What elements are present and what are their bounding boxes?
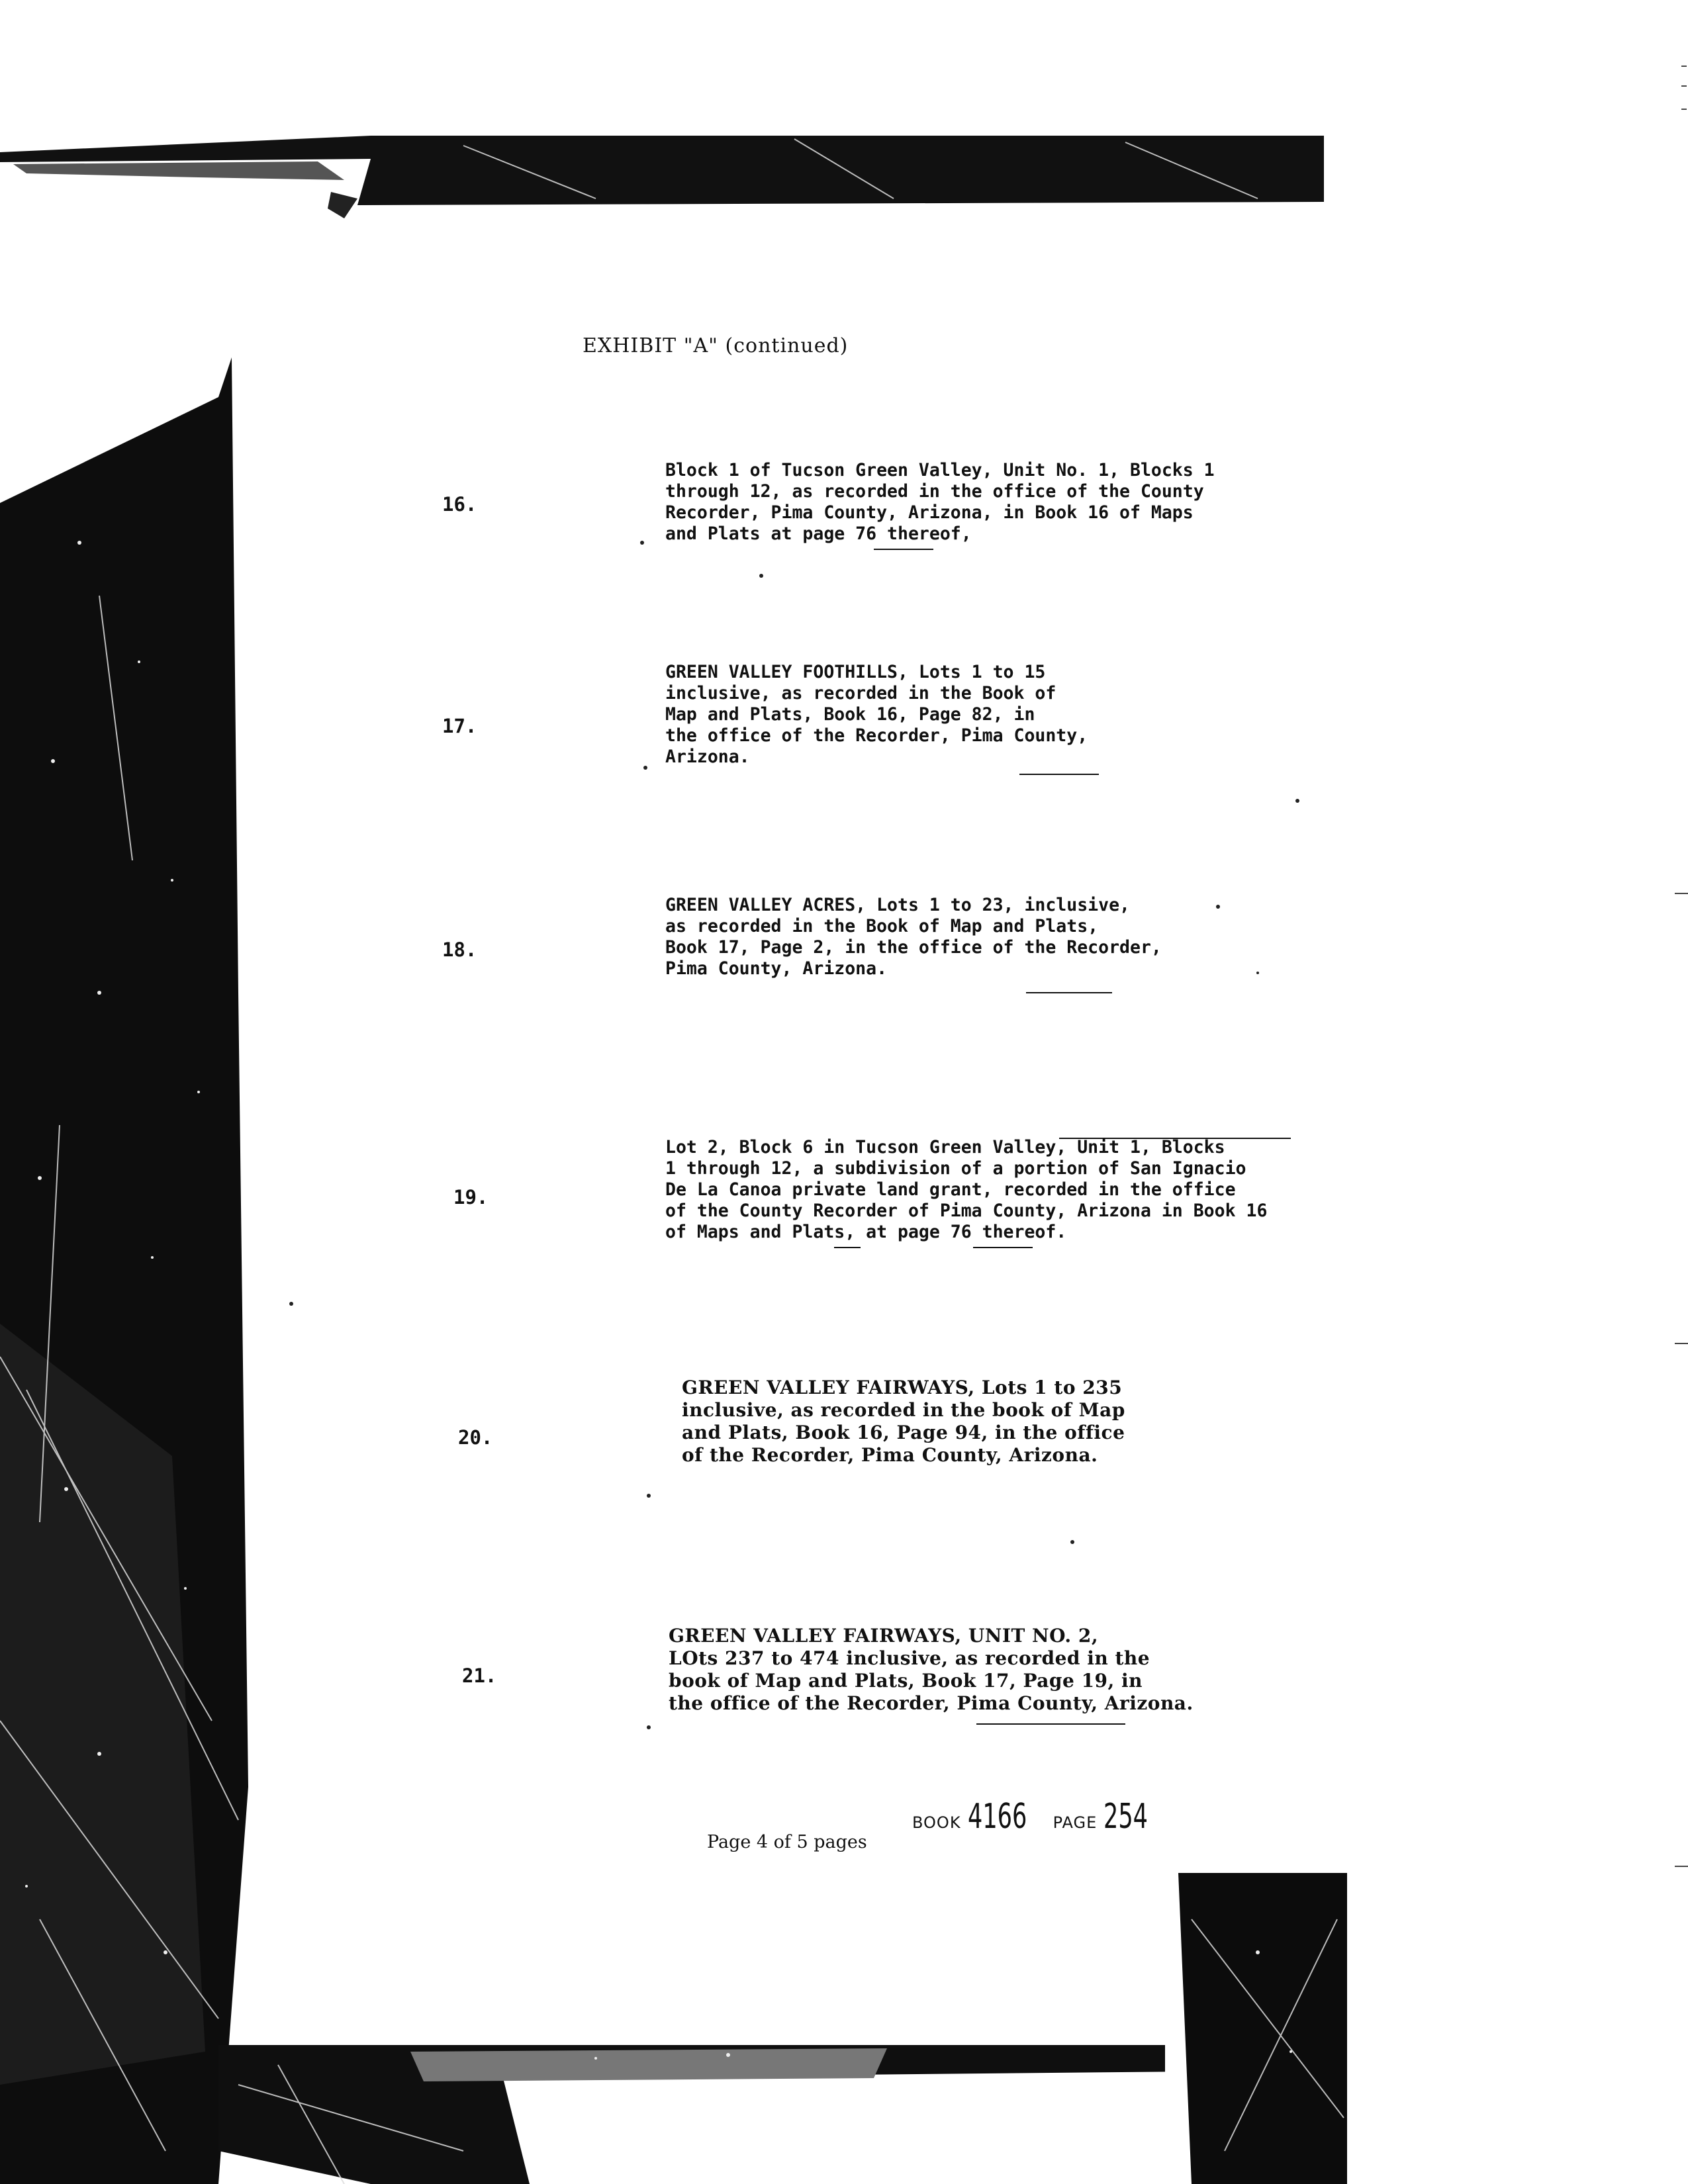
description-line: De La Canoa private land grant, recorded in the office xyxy=(665,1179,1236,1200)
description-line: the office of the Recorder, Pima County, Arizona. xyxy=(669,1692,1194,1714)
entry-number: 18. xyxy=(442,938,477,961)
description-line: of the Recorder, Pima County, Arizona. xyxy=(682,1444,1098,1466)
description-line: Pima County, Arizona. xyxy=(665,958,888,979)
description-line: and Plats, Book 16, Page 94, in the office xyxy=(682,1422,1125,1443)
entry-number: 16. xyxy=(442,493,477,516)
description-line: inclusive, as recorded in the Book of xyxy=(665,683,1056,704)
description-line: 1 through 12, a subdivision of a portion of San Ignacio xyxy=(665,1158,1246,1179)
legal-description xyxy=(665,460,1215,545)
page-number: 254 xyxy=(1103,1797,1149,1837)
entry-number: 20. xyxy=(458,1426,493,1449)
entry-number: 21. xyxy=(462,1664,497,1687)
entry-number: 17. xyxy=(442,715,477,737)
legal-description xyxy=(669,1625,1194,1715)
description-line: Lot 2, Block 6 in Tucson Green Valley, Unit 1, Blocks xyxy=(665,1137,1225,1158)
description-line: through 12, as recorded in the office of the County xyxy=(665,481,1204,502)
description-line: of the County Recorder of Pima County, Arizona in Book 16 xyxy=(665,1201,1268,1221)
legal-description xyxy=(665,662,1088,768)
page-count: Page 4 of 5 pages xyxy=(707,1832,867,1852)
exhibit-title: EXHIBIT "A" (continued) xyxy=(583,334,849,357)
legal-description xyxy=(682,1377,1125,1467)
description-line: GREEN VALLEY ACRES, Lots 1 to 23, inclusive, xyxy=(665,895,1130,915)
legal-description xyxy=(665,895,1162,979)
description-line: of Maps and Plats, at page 76 thereof. xyxy=(665,1222,1067,1242)
description-line: GREEN VALLEY FAIRWAYS, Lots 1 to 235 xyxy=(682,1377,1123,1398)
description-line: inclusive, as recorded in the book of Map xyxy=(682,1399,1125,1421)
legal-description xyxy=(665,1137,1267,1243)
description-line: GREEN VALLEY FOOTHILLS, Lots 1 to 15 xyxy=(665,662,1046,682)
description-line: Map and Plats, Book 16, Page 82, in xyxy=(665,704,1035,725)
description-line: Recorder, Pima County, Arizona, in Book 16 of Maps xyxy=(665,502,1194,523)
description-line: as recorded in the Book of Map and Plats, xyxy=(665,916,1099,936)
description-line: LOts 237 to 474 inclusive, as recorded in the xyxy=(669,1647,1150,1669)
description-line: GREEN VALLEY FAIRWAYS, UNIT NO. 2, xyxy=(669,1625,1099,1647)
description-line: Block 1 of Tucson Green Valley, Unit No. 1, Blocks 1 xyxy=(665,460,1215,480)
description-line: Book 17, Page 2, in the office of the Recorder, xyxy=(665,937,1162,958)
recorder-stamp xyxy=(912,1797,1163,1837)
description-line: and Plats at page 76 thereof, xyxy=(665,523,972,544)
description-line: the office of the Recorder, Pima County, xyxy=(665,725,1088,746)
page-label: PAGE xyxy=(1053,1813,1098,1832)
book-label: BOOK xyxy=(912,1813,961,1832)
book-number: 4166 xyxy=(967,1797,1027,1837)
entry-number: 19. xyxy=(453,1186,489,1208)
description-line: Arizona. xyxy=(665,747,750,767)
description-line: book of Map and Plats, Book 17, Page 19, in xyxy=(669,1670,1143,1692)
